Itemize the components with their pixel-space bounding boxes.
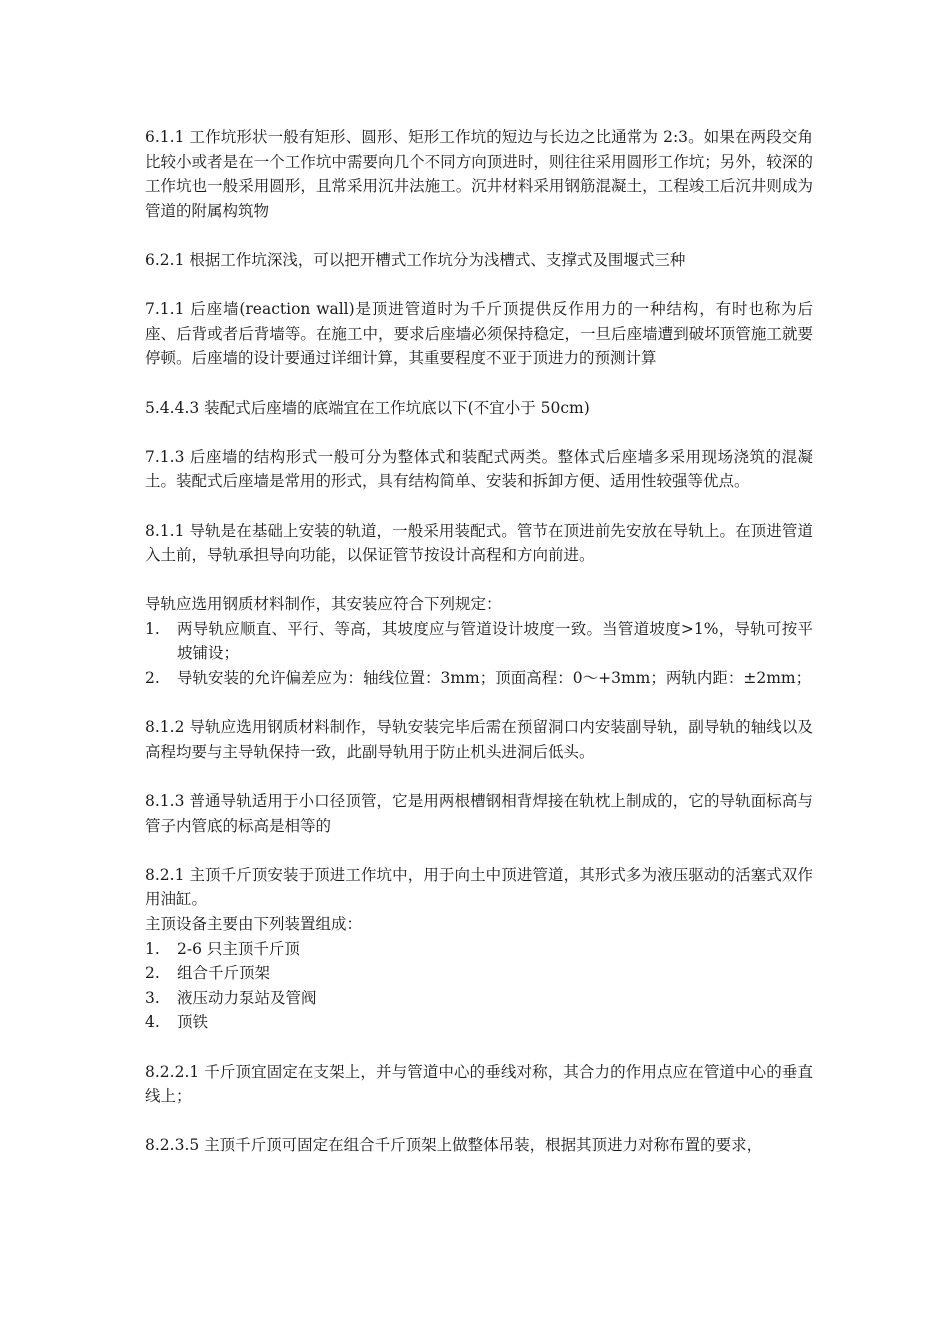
list-number: 2. — [145, 964, 160, 983]
list-number: 4. — [145, 1013, 160, 1032]
paragraph-text: 8.1.2 导轨应选用钢质材料制作，导轨安装完毕后需在预留洞口内安装副导轨，副导轨的轴线以及高程均要与主导轨保持一致，此副导轨用于防止机头进洞后低头。 — [145, 718, 813, 761]
paragraph-text: 7.1.1 后座墙(reaction wall)是顶进管道时为千斤顶提供反作用力的一种结构，有时也称为后座、后背或者后背墙等。在施工中，要求后座墙必须保持稳定，一旦后座墙遭到破坏顶管施工就要停顿。后座墙的设计要通过详细计算，其重要程度不亚于顶进力的预测计算 — [145, 300, 813, 368]
paragraph-8-2-2-1 — [145, 1060, 813, 1109]
paragraph-text: 8.2.1 主顶千斤顶安装于顶进工作坑中，用于向土中顶进管道，其形式多为液压驱动的活塞式双作用油缸。 — [145, 865, 813, 909]
list-text: 组合千斤顶架 — [177, 964, 271, 983]
paragraph-8-2-3-5 — [145, 1133, 813, 1158]
paragraph-6-1-1 — [145, 125, 813, 223]
paragraph-text: 8.1.1 导轨是在基础上安装的轨道，一般采用装配式。管节在顶进前先安放在导轨上。在顶进管道入土前，导轨承担导向功能，以保证管节按设计高程和方向前进。 — [145, 521, 813, 565]
paragraph-8-1-3 — [145, 789, 813, 838]
paragraph-text: 6.1.1 工作坑形状一般有矩形、圆形、矩形工作坑的短边与长边之比通常为 2:3。如果在两段交角比较小或者是在一个工作坑中需要向几个不同方向顶进时，则往往采用圆形工作坑；另外，较深的工作坑也一般采用圆形，且常采用沉井法施工。沉井材料采用钢筋混凝土，工程竣工后沉井则成为管道的附属构筑物 — [145, 128, 813, 220]
list-item — [145, 1010, 813, 1035]
list-item — [145, 961, 813, 986]
list-item — [145, 986, 813, 1011]
jack-equipment-list — [145, 937, 813, 1035]
paragraph-text: 8.1.3 普通导轨适用于小口径顶管，它是用两根槽钢相背焊接在轨枕上制成的，它的导轨面标高与管子内管底的标高是相等的 — [145, 792, 813, 835]
list-text: 2-6 只主顶千斤顶 — [177, 939, 300, 958]
document-page — [145, 125, 813, 1158]
paragraph-5-4-4-3 — [145, 396, 813, 421]
list-number: 2. — [145, 669, 160, 688]
list-intro: 导轨应选用钢质材料制作，其安装应符合下列规定： — [145, 595, 502, 614]
list-intro: 主顶设备主要由下列装置组成： — [145, 915, 363, 933]
list-text: 顶铁 — [177, 1013, 209, 1032]
paragraph-8-1-2 — [145, 715, 813, 764]
list-text: 液压动力泵站及管阀 — [177, 988, 317, 1007]
guide-rail-list — [145, 617, 813, 691]
list-item — [145, 666, 813, 691]
paragraph-7-1-3 — [145, 445, 813, 494]
jack-section — [145, 863, 813, 1035]
paragraph-text: 8.2.2.1 千斤顶宜固定在支架上，并与管道中心的垂线对称，其合力的作用点应在管道中心的垂直线上； — [145, 1062, 813, 1106]
paragraph-text: 8.2.3.5 主顶千斤顶可固定在组合千斤顶架上做整体吊装，根据其顶进力对称布置的要求， — [145, 1136, 763, 1155]
list-text: 两导轨应顺直、平行、等高，其坡度应与管道设计坡度一致。当管道坡度>1%，导轨可按平坡铺设； — [177, 619, 813, 663]
guide-rail-rules — [145, 592, 813, 690]
list-item — [145, 617, 813, 666]
paragraph-text: 7.1.3 后座墙的结构形式一般可分为整体式和装配式两类。整体式后座墙多采用现场浇筑的混凝土。装配式后座墙是常用的形式，具有结构简单、安装和拆卸方便、适用性较强等优点。 — [145, 447, 813, 491]
paragraph-8-1-1 — [145, 519, 813, 568]
list-text: 导轨安装的允许偏差应为：轴线位置：3mm；顶面高程：0～+3mm；两轨内距：±2mm； — [177, 669, 812, 688]
paragraph-6-2-1 — [145, 248, 813, 273]
list-number: 1. — [145, 939, 160, 958]
list-number: 3. — [145, 988, 160, 1007]
paragraph-text: 6.2.1 根据工作坑深浅，可以把开槽式工作坑分为浅槽式、支撑式及围堰式三种 — [145, 250, 686, 269]
list-number: 1. — [145, 619, 160, 638]
paragraph-text: 5.4.4.3 装配式后座墙的底端宜在工作坑底以下(不宜小于 50cm) — [145, 398, 590, 417]
list-item — [145, 937, 813, 962]
paragraph-7-1-1 — [145, 297, 813, 371]
